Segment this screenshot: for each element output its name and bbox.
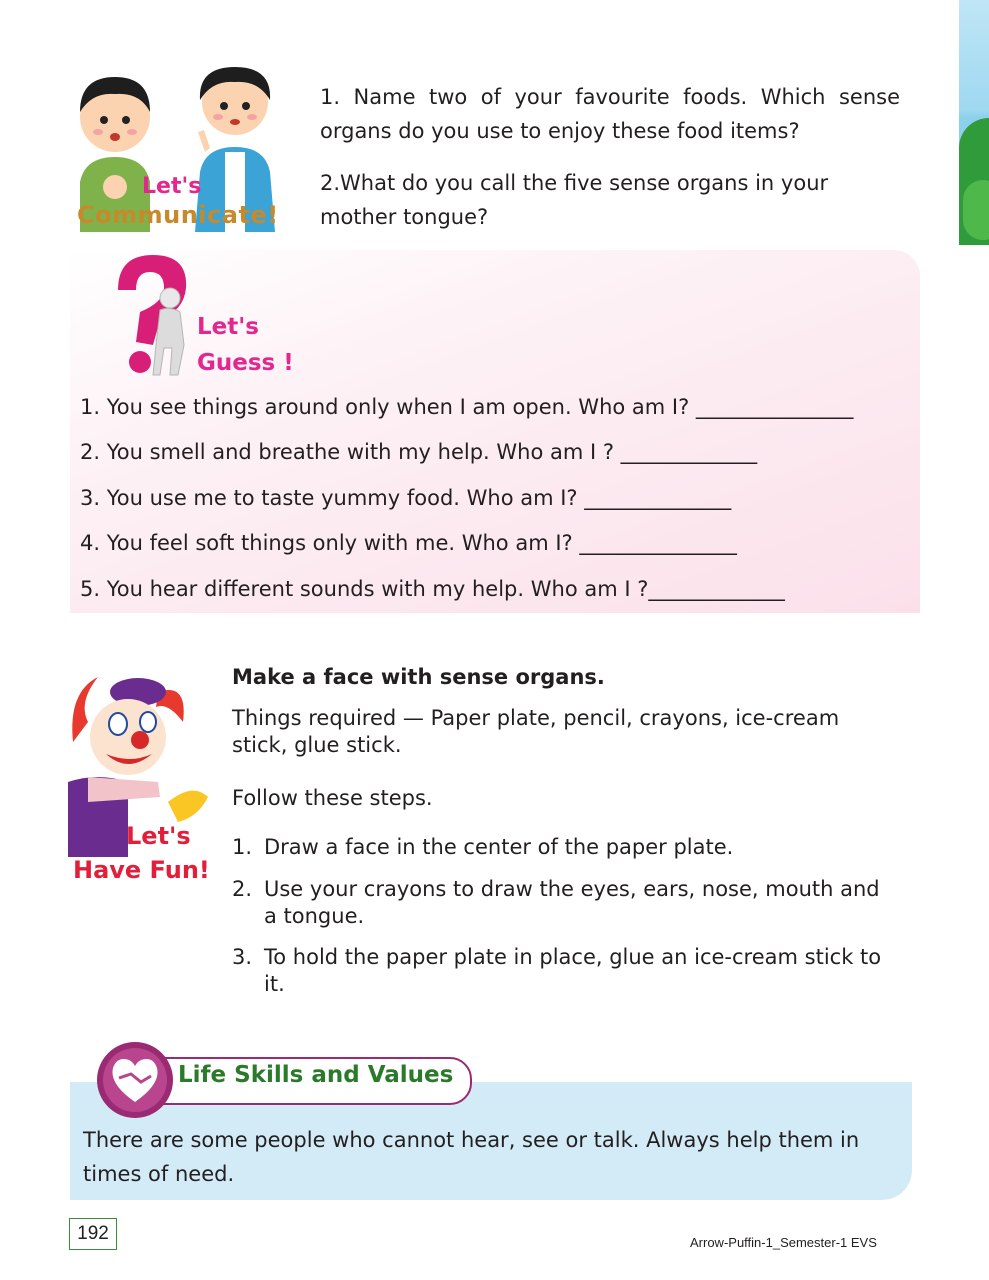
- follow-steps: Follow these steps.: [232, 786, 433, 810]
- step-number: 1.: [232, 835, 253, 859]
- communicate-question-1: 1. Name two of your favourite foods. Which sense organs do you use to enjoy these food items?: [320, 85, 900, 143]
- page-number: 192: [69, 1218, 117, 1250]
- lets-have-fun-label-bottom: Have Fun!: [73, 856, 210, 884]
- things-required: Things required — Paper plate, pencil, crayons, ice-cream stick, glue stick.: [232, 706, 840, 757]
- activity-step: [232, 834, 892, 861]
- side-tab-decoration: [959, 0, 989, 245]
- guess-item: 4. You feel soft things only with me. Who am I? _______________: [80, 531, 737, 555]
- step-text: To hold the paper plate in place, glue an ice-cream stick to it.: [264, 945, 882, 996]
- lets-communicate-label-top: Let's: [142, 174, 202, 199]
- guess-item: 2. You smell and breathe with my help. Who am I ? _____________: [80, 440, 758, 464]
- guess-item: 1. You see things around only when I am open. Who am I? _______________: [80, 395, 854, 419]
- heart-handshake-icon: [95, 1040, 175, 1120]
- life-skills-title: Life Skills and Values: [178, 1062, 454, 1088]
- activity-title: Make a face with sense organs.: [232, 665, 605, 689]
- step-number: 3.: [232, 945, 253, 969]
- activity-step: [232, 876, 892, 930]
- guess-item: 5. You hear different sounds with my help. Who am I ?_____________: [80, 577, 785, 601]
- question-mark-figure-illustration: [98, 250, 198, 380]
- step-number: 2.: [232, 877, 253, 901]
- book-title-footer: Arrow-Puffin-1_Semester-1 EVS: [690, 1235, 877, 1250]
- communicate-question-2: 2.What do you call the five sense organs in your mother tongue?: [320, 171, 829, 229]
- lets-guess-label-top: Let's: [197, 314, 259, 340]
- lets-communicate-label-bottom: Communicate!: [77, 201, 279, 229]
- life-skills-text: There are some people who cannot hear, see or talk. Always help them in times of need.: [83, 1128, 860, 1186]
- step-text: Draw a face in the center of the paper plate.: [264, 835, 734, 859]
- guess-item: 3. You use me to taste yummy food. Who am I? ______________: [80, 486, 732, 510]
- lets-guess-label-bottom: Guess !: [197, 350, 294, 376]
- activity-step: [232, 944, 892, 998]
- lets-have-fun-label-top: Let's: [126, 822, 191, 850]
- step-text: Use your crayons to draw the eyes, ears, nose, mouth and a tongue.: [264, 877, 880, 928]
